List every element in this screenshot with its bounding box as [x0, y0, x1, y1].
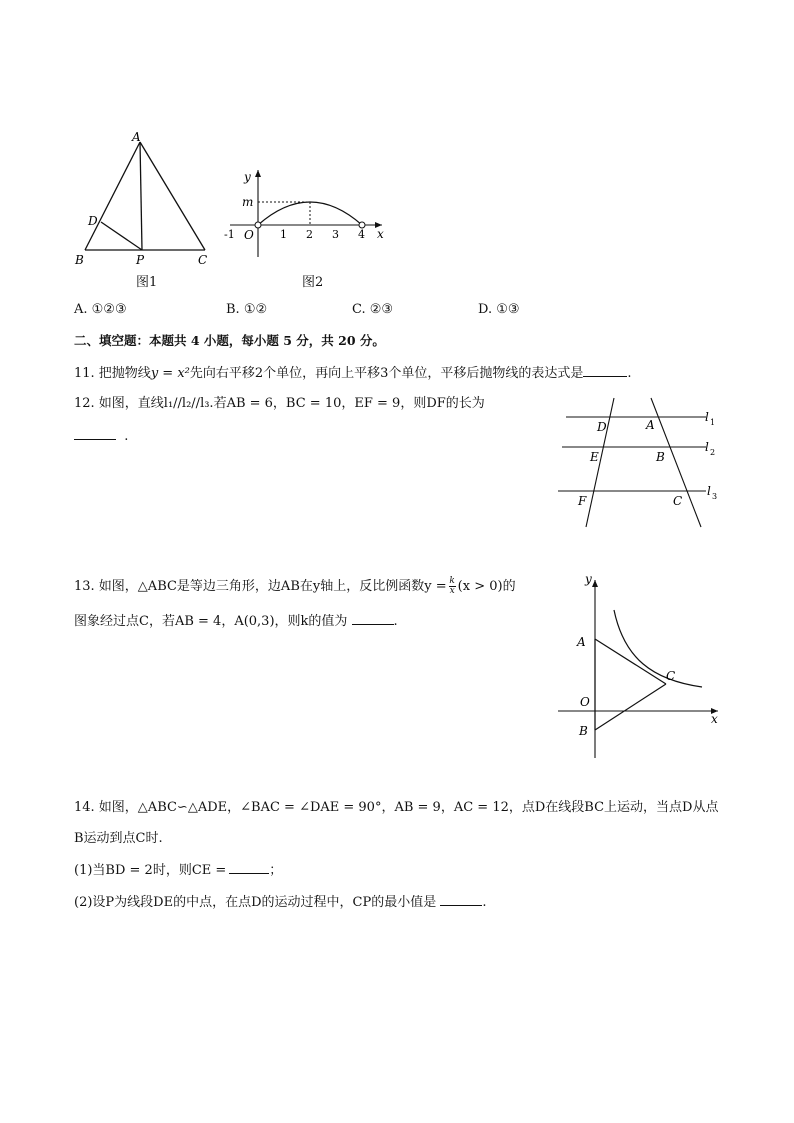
- q14-part1-answer-blank[interactable]: [229, 861, 269, 874]
- option-d: D. ①③: [478, 302, 520, 317]
- label-l3-sub: 3: [712, 492, 718, 501]
- label-l2-sub: 2: [710, 448, 716, 457]
- q11-period: .: [627, 366, 632, 381]
- label-D: D: [88, 214, 98, 228]
- question-13-line1: [74, 577, 516, 596]
- question-14-part1: [74, 861, 282, 880]
- q13-answer-blank[interactable]: [352, 612, 394, 625]
- label-C: C: [673, 494, 683, 508]
- label-l3: l: [707, 484, 711, 498]
- question-14-line1: 14. 如图，△ABC∽△ADE，∠BAC = ∠DAE = 90°，AB = 9，AC = 12，点D在线段BC上运动，当点D从点: [74, 800, 719, 815]
- axis-x-label: x: [711, 712, 718, 726]
- q13-frac-num: k: [449, 576, 455, 586]
- axis-x-label: x: [377, 227, 384, 241]
- section-header: 二、填空题：本题共 4 小题，每小题 5 分，共 20 分。: [74, 333, 385, 348]
- tick-1: 1: [280, 228, 287, 241]
- label-A: A: [646, 418, 655, 432]
- question-11: [74, 364, 632, 383]
- q11-expression: y = x²: [150, 366, 190, 381]
- tick-3: 3: [332, 228, 339, 241]
- tick-neg1: -1: [224, 228, 235, 241]
- question-12-line1: 12. 如图，直线l₁//l₂//l₃.若AB = 6，BC = 10，EF = 9，则DF的长为: [74, 396, 485, 411]
- q14-part1-text: (1)当BD = 2时，则CE =: [74, 863, 227, 878]
- question-14-part2: [74, 893, 486, 912]
- label-origin: O: [244, 228, 254, 242]
- q13-period: .: [393, 614, 398, 629]
- label-P: P: [136, 253, 145, 267]
- option-b: B. ①②: [226, 302, 268, 317]
- q14-part2-answer-blank[interactable]: [440, 893, 482, 906]
- figure-1-triangle: [70, 125, 220, 270]
- label-D: D: [597, 420, 607, 434]
- q13-text-a: 13. 如图，△ABC是等边三角形，边AB在y轴上，反比例函数y =: [74, 579, 447, 594]
- label-l2: l: [705, 440, 709, 454]
- label-m: m: [242, 195, 254, 209]
- q11-text-after: 先向右平移2个单位，再向上平移3个单位，平移后抛物线的表达式是: [189, 366, 584, 381]
- label-E: E: [590, 450, 599, 464]
- option-a: A. ①②③: [74, 302, 127, 317]
- q14-period: .: [482, 895, 487, 910]
- tick-2: 2: [306, 228, 313, 241]
- option-c: C. ②③: [352, 302, 394, 317]
- q13-coordinate-figure: [552, 568, 727, 763]
- axis-y-label: y: [244, 170, 251, 184]
- q12-answer-blank[interactable]: [74, 427, 116, 440]
- q12-parallel-lines-figure: [556, 395, 726, 533]
- q13-fraction: [449, 577, 456, 596]
- q13-text-b: (x > 0)的: [457, 579, 516, 594]
- q11-answer-blank[interactable]: [583, 364, 627, 377]
- label-F: F: [578, 494, 587, 508]
- question-13-line2: [74, 612, 398, 631]
- q11-text-before: 11. 把抛物线: [74, 366, 151, 381]
- figure-2-caption: 图2: [302, 275, 324, 290]
- q13-frac-den: x: [449, 586, 455, 596]
- question-12-line2: [74, 427, 128, 446]
- label-B: B: [656, 450, 665, 464]
- figure-2-graph: [222, 165, 392, 260]
- label-B: B: [579, 724, 588, 738]
- label-B: B: [75, 253, 84, 267]
- label-A: A: [577, 635, 586, 649]
- label-l1: l: [705, 410, 709, 424]
- q12-period: .: [124, 429, 129, 444]
- label-C: C: [666, 669, 676, 683]
- figure-1-caption: 图1: [136, 275, 158, 290]
- q14-part2-text: (2)设P为线段DE的中点，在点D的运动过程中，CP的最小值是: [74, 895, 437, 910]
- q14-part1-end: ；: [269, 863, 283, 878]
- question-14-line2: B运动到点C时.: [74, 831, 163, 846]
- label-C: C: [198, 253, 208, 267]
- label-A: A: [132, 130, 141, 144]
- q13-line2-text: 图象经过点C，若AB = 4，A(0,3)，则k的值为: [74, 614, 348, 629]
- axis-y-label: y: [585, 572, 592, 586]
- tick-4: 4: [358, 228, 365, 241]
- label-l1-sub: 1: [710, 418, 716, 427]
- label-O: O: [580, 695, 590, 709]
